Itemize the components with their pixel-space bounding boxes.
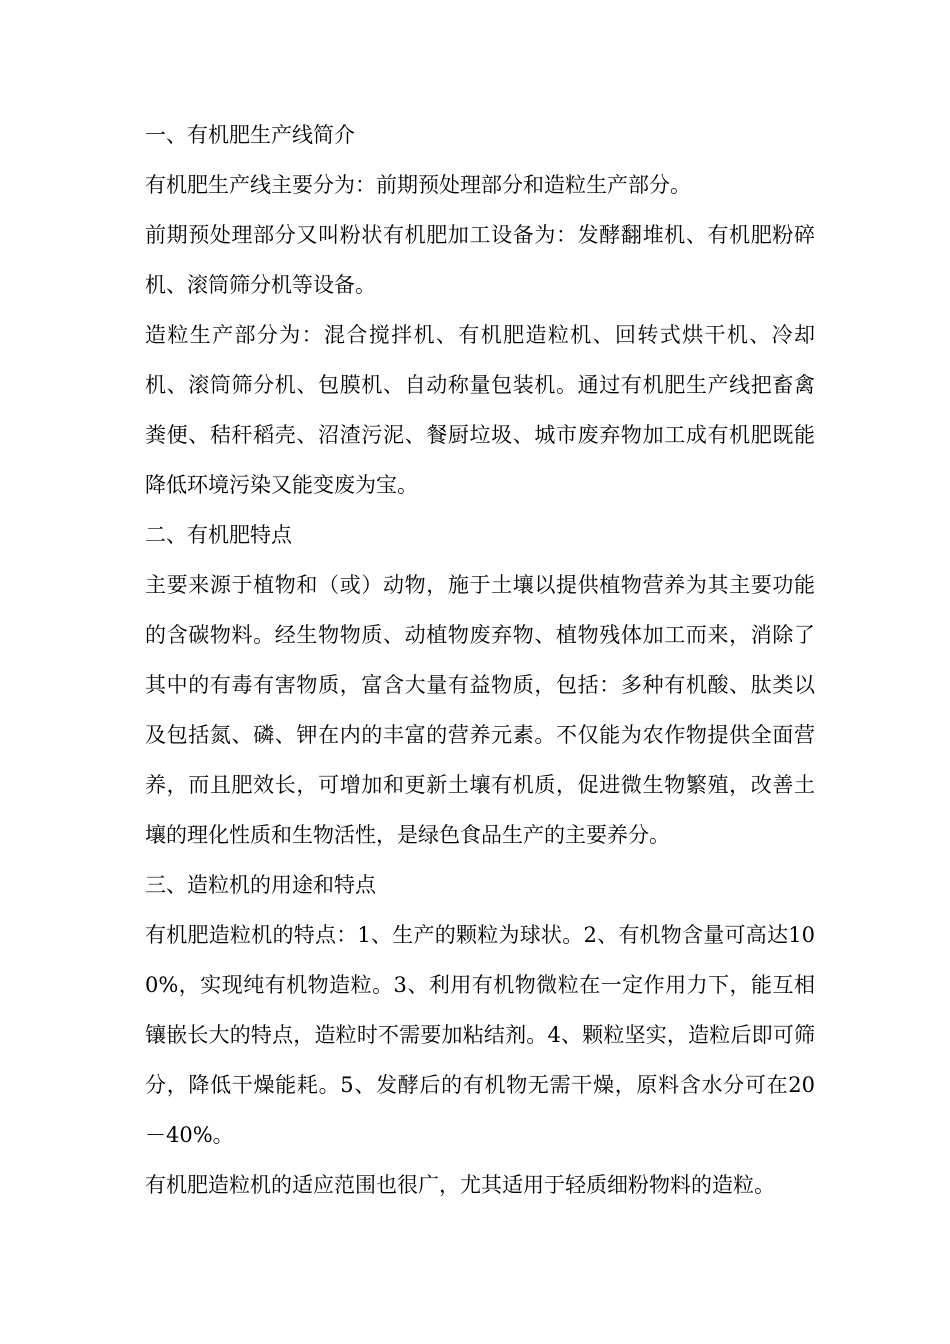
section-heading-granulator: 三、造粒机的用途和特点 (145, 873, 376, 897)
paragraph-granulation: 造粒生产部分为：混合搅拌机、有机肥造粒机、回转式烘干机、冷却机、滚筒筛分机、包膜机、自动称量包装机。通过有机肥生产线把畜禽粪便、秸秆稻壳、沼渣污泥、餐厨垃圾、城市废弃物加工成有机肥既能降低环境污染又能变废为宝。 (145, 323, 815, 497)
section-heading-features: 二、有机肥特点 (145, 523, 292, 547)
paragraph-production-line-parts: 有机肥生产线主要分为：前期预处理部分和造粒生产部分。 (145, 173, 691, 197)
paragraph-fertilizer-features: 主要来源于植物和（或）动物，施于土壤以提供植物营养为其主要功能的含碳物料。经生物物质、动植物废弃物、植物残体加工而来，消除了其中的有毒有害物质，富含大量有益物质，包括：多种有机酸、肽类以及包括氮、磷、钾在内的丰富的营养元素。不仅能为农作物提供全面营养，而且肥效长，可增加和更新土壤有机质，促进微生物繁殖，改善土壤的理化性质和生物活性，是绿色食品生产的主要养分。 (145, 573, 815, 847)
paragraph-granulator-features: 有机肥造粒机的特点：1、生产的颗粒为球状。2、有机物含量可高达100%，实现纯有机物造粒。3、利用有机物微粒在一定作用力下，能互相镶嵌长大的特点，造粒时不需要加粘结剂。4、颗粒坚实，造粒后即可筛分，降低干燥能耗。5、发酵后的有机物无需干燥，原料含水分可在20－40%。 (145, 923, 815, 1147)
paragraph-granulator-scope: 有机肥造粒机的适应范围也很广，尤其适用于轻质细粉物料的造粒。 (145, 1173, 775, 1197)
document-body (145, 110, 815, 1210)
section-heading-production-line: 一、有机肥生产线简介 (145, 123, 355, 147)
paragraph-pretreatment: 前期预处理部分又叫粉状有机肥加工设备为：发酵翻堆机、有机肥粉碎机、滚筒筛分机等设备。 (145, 223, 815, 297)
